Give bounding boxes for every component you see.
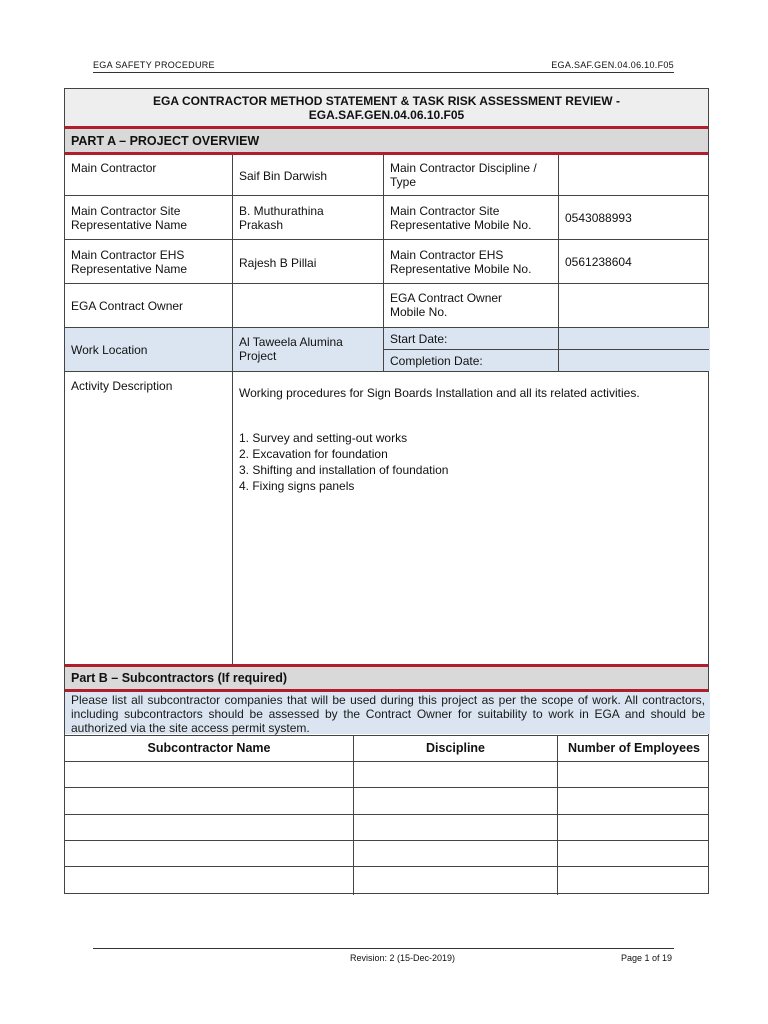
title-line-1: EGA CONTRACTOR METHOD STATEMENT & TASK RISK ASSESSMENT REVIEW - [153, 94, 620, 108]
site-rep-mobile-label: Main Contractor Site Representative Mobile No. [390, 204, 532, 232]
location-value: Al Taweela Alumina Project [239, 335, 343, 363]
header-right: EGA.SAF.GEN.04.06.10.F05 [551, 60, 674, 70]
activity-step: 1. Survey and setting-out works [239, 431, 408, 445]
activity-step: 3. Shifting and installation of foundation [239, 463, 449, 477]
activity-description [239, 386, 704, 494]
footer-revision: Revision: 2 (15-Dec-2019) [350, 953, 456, 963]
discipline-label: Main Contractor Discipline / Type [390, 161, 537, 189]
footer-page: Page 1 of 19 [620, 953, 672, 963]
part-b-heading: Part B – Subcontractors (If required) [65, 667, 708, 689]
page-footer [93, 948, 674, 963]
main-contractor-label: Main Contractor [71, 161, 157, 175]
owner-mobile-label: EGA Contract Owner Mobile No. [390, 291, 503, 319]
page-header [93, 60, 674, 73]
site-rep-value: B. Muthurathina Prakash [239, 204, 324, 232]
title-line-2: EGA.SAF.GEN.04.06.10.F05 [308, 108, 465, 122]
activity-label: Activity Description [71, 379, 173, 393]
activity-step: 2. Excavation for foundation [239, 447, 388, 461]
header-left: EGA SAFETY PROCEDURE [93, 60, 215, 70]
ehs-mobile-value: 0561238604 [565, 255, 632, 269]
form-title [65, 89, 708, 127]
start-date-label: Start Date: [390, 332, 448, 346]
part-b-instructions: Please list all subcontractor companies that will be used during this project as per the scope of work. All contractors, including subcontractors should be assessed by the Contract Owner for suitability to work in EGA and should be authorized via the site access permit system. [71, 693, 705, 735]
main-contractor-value: Saif Bin Darwish [239, 169, 328, 183]
ehs-mobile-label: Main Contractor EHS Representative Mobile No. [390, 248, 532, 276]
activity-step: 4. Fixing signs panels [239, 479, 355, 493]
activity-intro: Working procedures for Sign Boards Installation and all its related activities. [239, 386, 640, 400]
ehs-rep-label: Main Contractor EHS Representative Name [71, 248, 188, 276]
location-label: Work Location [71, 343, 148, 357]
ehs-rep-value: Rajesh B Pillai [239, 256, 317, 270]
form-frame [64, 88, 709, 894]
col-discipline: Discipline [425, 741, 486, 755]
part-a-heading: PART A – PROJECT OVERVIEW [65, 129, 708, 153]
owner-label: EGA Contract Owner [71, 299, 184, 313]
col-number-of-employees: Number of Employees [568, 741, 700, 755]
col-subcontractor-name: Subcontractor Name [147, 741, 271, 755]
site-rep-mobile-value: 0543088993 [565, 211, 632, 225]
completion-date-label: Completion Date: [390, 354, 483, 368]
site-rep-label: Main Contractor Site Representative Name [71, 204, 188, 232]
